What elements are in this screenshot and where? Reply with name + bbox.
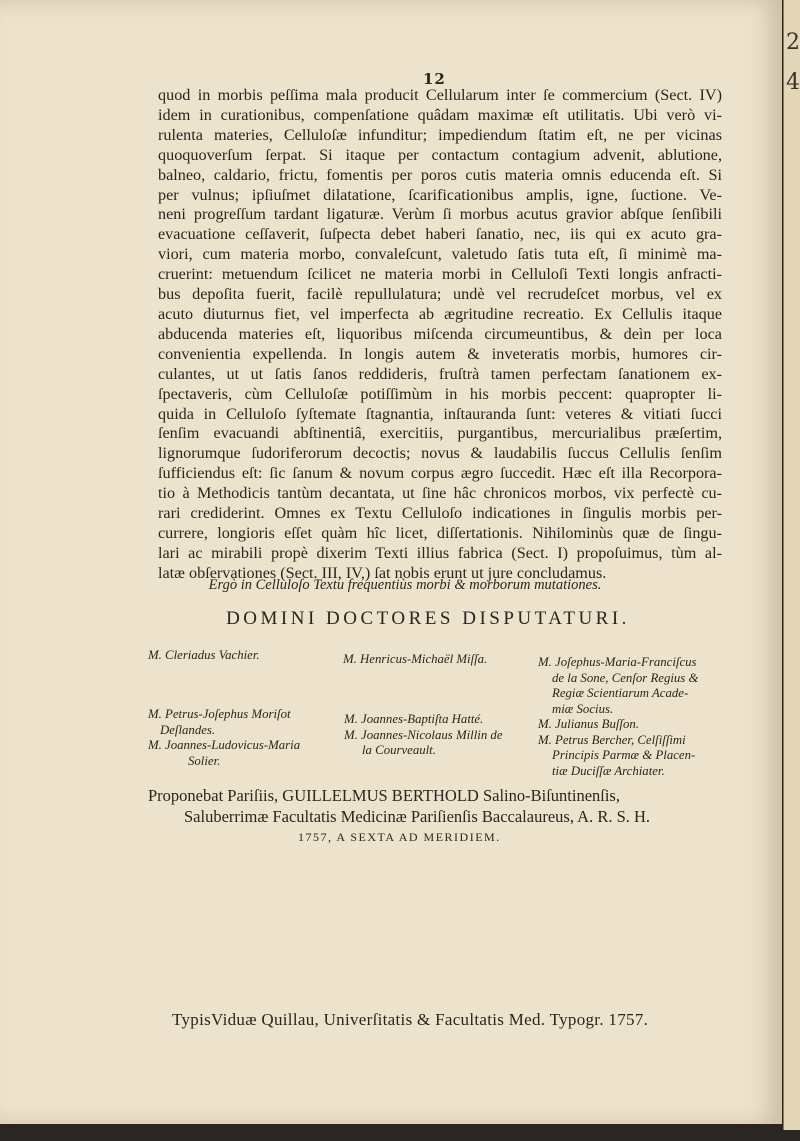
- disputant-name-cont: tiæ Duciſſæ Archiater.: [552, 763, 665, 778]
- text-line: quoquoverſum ſerpat. Si itaque per contactum contagium advenit, ablutione,: [158, 145, 722, 164]
- disputant-entry: [148, 707, 338, 769]
- text-line: neni progreſſum tardant ligaturæ. Verùm ſi morbus acutus gravior abſque ſenſibili: [158, 205, 722, 224]
- text-line: tio à Methodicis tantùm decantata, ut ſine hâc chronicos morbos, vix perfectè cu-: [158, 484, 722, 503]
- text-line: quida in Celluloſo ſyſtemate ſtagnantia, inſtauranda ſunt: veteres & vitiati ſucci: [158, 404, 722, 423]
- text-line: bus depoſita fuerit, facilè repullulatura; undè vel recrudeſcet morbus, vel ex: [158, 285, 722, 304]
- text-line: balneo, caldario, frictu, fomentis per poros cutis materia omnis educenda eſt. Si: [158, 165, 722, 184]
- text-line: abducenda materies eſt, liquoribus miſcenda circumeuntibus, & deìn per loca: [158, 324, 722, 343]
- text-line: quod in morbis peſſima mala producit Cellularum inter ſe commercium (Sect. IV): [158, 86, 722, 104]
- text-line: ſenſim evacuandi abſtinentiâ, exercitiis, purgantibus, mercurialibus præſertim,: [158, 424, 722, 443]
- body-paragraph: [158, 86, 722, 584]
- disputant-name: M. Petrus Bercher, Celſiſſimi: [538, 732, 686, 747]
- page-number: 12: [423, 70, 446, 88]
- disputant-name: M. Petrus-Joſephus Moriſot: [148, 707, 291, 721]
- text-line: latæ obſervationes (Sect. III, IV,) ſat nobis erunt ut jure concludamus.: [158, 563, 607, 582]
- disputant-entry: [538, 655, 728, 779]
- text-line: acuto diuturnus fiet, vel imperfecta ab ægritudine recreatio. Ex Cellulis itaque: [158, 304, 722, 323]
- proponebat-block: [148, 785, 728, 848]
- disputant-name: M. Joannes-Nicolaus Millin de: [344, 727, 503, 742]
- text-line: cruerint: metuendum ſcilicet ne materia morbi in Celluloſi Texti longis anfracti-: [158, 265, 722, 284]
- disputant-name-cont: Regiæ Scientiarum Acade-: [552, 686, 689, 700]
- disputant-name-cont: la Courveault.: [362, 743, 436, 757]
- text-line: currere, longioris eſſet quàm hîc licet, diſſertationis. Nihilominùs quæ de ſingu-: [158, 523, 722, 542]
- text-line: lari ac mirabili propè dixerim Texti illius fabrica (Sect. I) propoſuimus, tùm al-: [158, 543, 722, 562]
- disputant-name: M. Joſephus-Maria-Franciſcus: [538, 655, 697, 669]
- text-line: lignorumque ſudoriferorum decoctis; novus & laudabilis ſuccus Cellulis ſenſim: [158, 444, 722, 463]
- disputant-entry: [343, 652, 487, 668]
- disputant-name: M. Cleriadus Vachier.: [148, 648, 260, 662]
- text-line: rari crediderint. Omnes ex Textu Celluloſo indicationes in ſingulis morbis per-: [158, 504, 722, 523]
- disputant-name-cont: Deſlandes.: [160, 722, 216, 737]
- disputant-entry: [148, 648, 260, 664]
- disputant-entry: [344, 712, 534, 759]
- text-line: idem in curationibus, compenſatione quâdam maximæ eſt utilitatis. Ubi verò vi-: [158, 105, 722, 124]
- proponebat-line: Saluberrimæ Facultatis Medicinæ Pariſienſis Baccalaureus, A. R. S. H.: [184, 807, 651, 826]
- text-line: evacuatione ceſſaverit, ſuſpecta debet haberi ſanatio, nec, iis qui ex acuto gra-: [158, 225, 722, 244]
- disputant-name: M. Henricus-Michaël Miſſa.: [343, 652, 488, 666]
- disputant-name-cont: de la Sone, Cenſor Regius &: [552, 670, 699, 685]
- text-line: ſpectaveris, cùm Celluloſæ potiſſimùm in his morbis peccent: quapropter li-: [158, 384, 722, 403]
- text-line: culantes, ut ut ſatis ſanos reddideris, fruſtrà tamen perfectam ſanationem ex-: [158, 364, 722, 383]
- text-line: viori, cum materia morbo, convaleſcunt, valetudo ſatis tuta eſt, ſi minimè ma-: [158, 245, 722, 264]
- printer-imprint: TypisViduæ Quillau, Univerſitatis & Facultatis Med. Typogr. 1757.: [172, 1010, 649, 1029]
- text-line: rulenta materies, Celluloſæ infunditur; impediendum ſtatim eſt, ne per vicinas: [158, 125, 722, 144]
- text-line: per vulnus; ipſiuſmet dilatatione, ſcarificationibus amplis, igne, ſuctione. Ve-: [158, 185, 722, 204]
- proponebat-line: Proponebat Pariſiis, GUILLELMUS BERTHOLD Salino-Biſuntinenſis,: [148, 786, 620, 805]
- disputant-name-cont: miæ Socius.: [552, 701, 614, 716]
- edge-mark: 2: [786, 30, 800, 55]
- disputant-name-cont: Solier.: [188, 753, 221, 768]
- adjacent-page-edge: [783, 0, 800, 1130]
- section-heading: DOMINI DOCTORES DISPUTATURI.: [226, 608, 630, 629]
- text-line: convenientia expellenda. In longis autem & inveteratis morbis, humores cir-: [158, 344, 722, 363]
- proponebat-date: 1757, A SEXTA AD MERIDIEM.: [298, 830, 501, 844]
- disputant-name: M. Joannes-Baptiſta Hatté.: [344, 712, 484, 726]
- edge-mark: 4: [786, 70, 800, 95]
- disputant-name: M. Joannes-Ludovicus-Maria: [148, 738, 301, 752]
- text-line: ſufficiendus eſt: ſic ſanum & novum corpus ægro ſuccedit. Hæc eſt illa Recorpora-: [158, 464, 722, 483]
- disputant-name: M. Julianus Buſſon.: [538, 717, 639, 731]
- disputant-name-cont: Principis Parmæ & Placen-: [552, 748, 696, 762]
- conclusion-statement: Ergò in Celluloſo Textu frequentiùs morbi & morborum mutationes.: [208, 577, 602, 593]
